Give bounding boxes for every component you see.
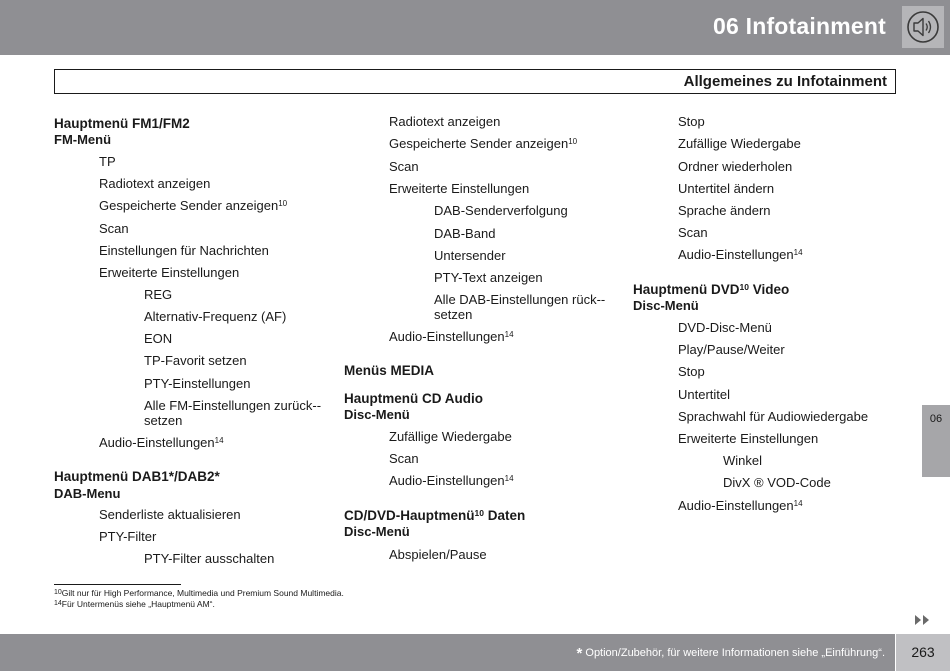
menu-item bbox=[99, 154, 116, 169]
footnote-ref: 14 bbox=[793, 248, 803, 257]
menu-item-text: Alle FM-Einstellungen zurück-setzen bbox=[144, 398, 322, 428]
menu-subheading bbox=[344, 407, 410, 422]
menu-heading bbox=[54, 116, 190, 131]
menu-item bbox=[389, 473, 514, 488]
menu-item bbox=[723, 453, 762, 468]
menu-item-text: Radiotext anzeigen bbox=[389, 114, 501, 129]
menu-item-text: Audio-Einstellungen bbox=[678, 498, 794, 513]
footer-star: * bbox=[576, 645, 583, 662]
menu-item bbox=[678, 159, 792, 174]
menu-item-text: Hauptmenü DAB1*/DAB2* bbox=[54, 469, 220, 484]
menu-item bbox=[144, 376, 250, 391]
footnote-ref: 14 bbox=[504, 474, 514, 483]
menu-subheading bbox=[633, 298, 699, 313]
menu-item bbox=[99, 176, 210, 191]
menu-item-text: Menüs MEDIA bbox=[344, 363, 435, 378]
footnote-ref: 10 bbox=[739, 282, 749, 292]
menu-item-text: Hauptmenü FM1/FM2 bbox=[54, 116, 190, 131]
menu-item-text: Audio-Einstellungen bbox=[678, 247, 794, 262]
menu-item bbox=[678, 136, 801, 151]
footer-note bbox=[576, 645, 885, 662]
menu-item-text: Senderliste aktualisieren bbox=[99, 507, 241, 522]
menu-item-text: Untertitel bbox=[678, 387, 731, 402]
menu-item bbox=[99, 243, 269, 258]
footnote-text: Für Untermenüs siehe „Hauptmenü AM“. bbox=[61, 599, 215, 609]
menu-item bbox=[389, 547, 487, 562]
menu-item-text: Radiotext anzeigen bbox=[99, 176, 211, 191]
menu-item bbox=[389, 429, 512, 444]
footnote-ref: 14 bbox=[214, 436, 224, 445]
menu-item-text: DAB-Menu bbox=[54, 486, 121, 501]
menu-item-text: Alternativ-Frequenz (AF) bbox=[144, 309, 287, 324]
menu-item-text: Audio-Einstellungen bbox=[389, 329, 505, 344]
speaker-icon bbox=[902, 6, 944, 48]
menu-item-text: Audio-Einstellungen bbox=[99, 435, 215, 450]
menu-subheading bbox=[54, 132, 111, 147]
menu-item-text: PTY-Text anzeigen bbox=[434, 270, 543, 285]
footnote-ref: 10 bbox=[474, 508, 484, 518]
menu-item-text: Disc-Menü bbox=[344, 524, 410, 539]
menu-heading bbox=[633, 282, 789, 297]
footnote-text: Gilt nur für High Performance, Multimedia und Premium Sound Multimedia. bbox=[61, 588, 344, 598]
menu-item-text: Stop bbox=[678, 364, 705, 379]
continue-arrows-icon bbox=[913, 614, 933, 626]
menu-item-text: DAB-Band bbox=[434, 226, 496, 241]
menu-item-text: Einstellungen für Nachrichten bbox=[99, 243, 269, 258]
menu-item-text: CD/DVD-Hauptmenü bbox=[344, 508, 475, 523]
menu-item bbox=[99, 507, 241, 522]
section-title-box bbox=[54, 69, 896, 94]
menu-item-text: Stop bbox=[678, 114, 705, 129]
footnote-number: 14 bbox=[54, 600, 62, 607]
menu-item bbox=[678, 247, 803, 262]
footnote bbox=[54, 588, 344, 598]
footnote-ref: 14 bbox=[793, 499, 803, 508]
menu-item bbox=[144, 353, 247, 368]
menu-item bbox=[434, 226, 495, 241]
menu-item bbox=[389, 329, 514, 344]
menu-item bbox=[678, 498, 803, 513]
menu-item-text: DivX ® VOD-Code bbox=[723, 475, 831, 490]
section-title: Allgemeines zu Infotainment bbox=[683, 73, 887, 90]
menu-item-text: TP-Favorit setzen bbox=[144, 353, 247, 368]
footer-note-text: Option/Zubehör, für weitere Informationen siehe „Einführung“. bbox=[582, 647, 885, 659]
menu-item bbox=[678, 342, 785, 357]
footnote-divider bbox=[54, 584, 181, 585]
menu-subheading bbox=[54, 486, 120, 501]
menu-item-text-suffix: Daten bbox=[483, 508, 526, 523]
menu-item bbox=[99, 221, 129, 236]
menu-item-text: Gespeicherte Sender anzeigen bbox=[99, 198, 279, 213]
menu-item bbox=[434, 203, 568, 218]
footnote bbox=[54, 599, 215, 609]
menu-item-text: EON bbox=[144, 331, 173, 346]
menu-item-text: DAB-Senderverfolgung bbox=[434, 203, 568, 218]
menu-item-text: Zufällige Wiedergabe bbox=[678, 136, 801, 151]
page-footer bbox=[0, 634, 895, 671]
menu-item bbox=[144, 287, 172, 302]
footnote-ref: 14 bbox=[504, 330, 514, 339]
footnote-ref: 10 bbox=[278, 199, 288, 208]
menu-item-text: Winkel bbox=[723, 453, 763, 468]
menu-heading bbox=[344, 391, 483, 406]
menu-item bbox=[99, 265, 239, 280]
menu-item bbox=[389, 136, 577, 151]
menu-heading bbox=[54, 469, 220, 484]
menu-item bbox=[678, 181, 774, 196]
menu-item-text: Sprache ändern bbox=[678, 203, 771, 218]
menu-item bbox=[99, 435, 224, 450]
menu-item-text: TP bbox=[99, 154, 116, 169]
menu-item-text: Hauptmenü DVD bbox=[633, 282, 740, 297]
menu-item-text: Scan bbox=[678, 225, 708, 240]
menu-item-text: Sprachwahl für Audiowiedergabe bbox=[678, 409, 869, 424]
footnote-number: 10 bbox=[54, 589, 62, 596]
footnote-ref: 10 bbox=[568, 137, 578, 146]
menu-item-text: FM-Menü bbox=[54, 132, 112, 147]
menu-item-text: PTY-Einstellungen bbox=[144, 376, 251, 391]
menu-item-text: REG bbox=[144, 287, 173, 302]
menu-heading bbox=[344, 508, 525, 523]
menu-item bbox=[144, 309, 286, 324]
menu-item bbox=[144, 398, 334, 428]
menu-item-text: Erweiterte Einstellungen bbox=[678, 431, 819, 446]
menu-item bbox=[678, 225, 708, 240]
menu-item-text-suffix: Video bbox=[748, 282, 790, 297]
menu-item bbox=[678, 114, 705, 129]
menu-item bbox=[678, 320, 772, 335]
menu-item-text: Untertitel ändern bbox=[678, 181, 775, 196]
menu-item-text: Scan bbox=[389, 451, 419, 466]
chapter-header bbox=[0, 0, 950, 55]
menu-item-text: Disc-Menü bbox=[633, 298, 699, 313]
chapter-side-tab-label: 06 bbox=[929, 413, 943, 425]
menu-item bbox=[389, 159, 419, 174]
page-number: 263 bbox=[911, 644, 935, 660]
menu-item bbox=[678, 387, 730, 402]
menu-item-text: Erweiterte Einstellungen bbox=[389, 181, 530, 196]
menu-item-text: Disc-Menü bbox=[344, 407, 410, 422]
menu-item-text: Play/Pause/Weiter bbox=[678, 342, 785, 357]
menu-subheading bbox=[344, 524, 410, 539]
menu-item-text: PTY-Filter bbox=[99, 529, 157, 544]
menu-item bbox=[144, 331, 172, 346]
menu-item bbox=[723, 475, 831, 490]
menu-item-text: DVD-Disc-Menü bbox=[678, 320, 772, 335]
menu-item bbox=[678, 203, 771, 218]
menu-item bbox=[389, 451, 419, 466]
menu-item-text: Abspielen/Pause bbox=[389, 547, 487, 562]
menu-item bbox=[434, 270, 543, 285]
menu-item bbox=[389, 181, 529, 196]
menu-item-text: Untersender bbox=[434, 248, 506, 263]
menu-item bbox=[678, 409, 868, 424]
menu-item-text: Audio-Einstellungen bbox=[389, 473, 505, 488]
menu-item-text: Gespeicherte Sender anzeigen bbox=[389, 136, 569, 151]
chapter-side-tab bbox=[922, 405, 950, 477]
menu-item bbox=[99, 198, 287, 213]
menu-item bbox=[144, 551, 274, 566]
chapter-title: 06 Infotainment bbox=[713, 13, 886, 39]
menu-item-text: Scan bbox=[389, 159, 419, 174]
menu-item-text: Erweiterte Einstellungen bbox=[99, 265, 240, 280]
menu-item-text: Alle DAB-Einstellungen rück-setzen bbox=[434, 292, 606, 322]
menu-item-text: Ordner wiederholen bbox=[678, 159, 793, 174]
menu-item-text: Zufällige Wiedergabe bbox=[389, 429, 512, 444]
menu-item-text: PTY-Filter ausschalten bbox=[144, 551, 275, 566]
menu-heading bbox=[344, 363, 434, 378]
menu-item bbox=[99, 529, 156, 544]
menu-item bbox=[678, 364, 705, 379]
page-number-box bbox=[896, 634, 950, 671]
menu-item bbox=[434, 248, 506, 263]
menu-item bbox=[434, 292, 624, 322]
menu-item-text: Scan bbox=[99, 221, 129, 236]
menu-item-text: Hauptmenü CD Audio bbox=[344, 391, 483, 406]
menu-item bbox=[389, 114, 500, 129]
menu-item bbox=[678, 431, 818, 446]
